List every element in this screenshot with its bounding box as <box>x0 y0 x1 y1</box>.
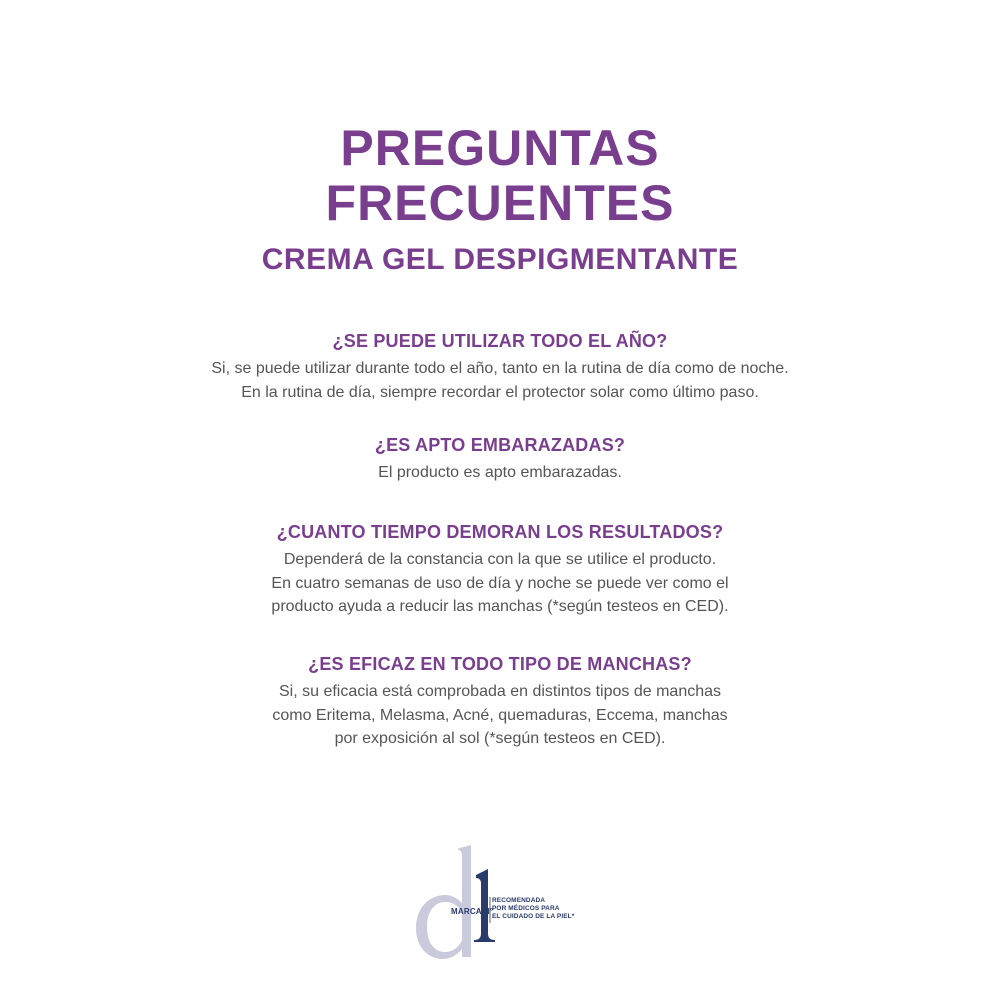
logo-marca-text: MARCA N° <box>451 907 494 916</box>
faq-question: ¿SE PUEDE UTILIZAR TODO EL AÑO? <box>332 331 668 351</box>
faq-answer-line: como Eritema, Melasma, Acné, quemaduras, Eccema, manchas <box>272 706 728 724</box>
faq-item <box>0 433 1000 485</box>
faq-answer <box>0 548 1000 619</box>
faq-answer-line: Si, se puede utilizar durante todo el año, tanto en la rutina de día como de noche. <box>211 360 789 377</box>
logo-tagline-line: EL CUIDADO DE LA PIEL* <box>492 913 575 920</box>
faq-answer <box>0 357 1000 404</box>
logo-tagline <box>492 897 574 921</box>
faq-answer-line: Si, su eficacia está comprobada en distintos tipos de manchas <box>278 683 722 700</box>
logo-tagline-line: RECOMENDADA <box>492 897 546 904</box>
faq-answer-line: El producto es apto embarazadas. <box>378 464 622 481</box>
brand-logo <box>410 845 610 965</box>
product-subtitle: CREMA GEL DESPIGMENTANTE <box>261 243 739 276</box>
faq-answer <box>0 461 1000 485</box>
faq-answer-line: Dependerá de la constancia con la que se utilice el producto. <box>283 551 717 568</box>
logo-tagline-line: POR MÉDICOS PARA <box>492 905 560 912</box>
logo-d-shape <box>416 845 471 959</box>
faq-item <box>0 329 1000 404</box>
faq-answer <box>0 680 1000 751</box>
faq-answer-line: En la rutina de día, siempre recordar el protector solar como último paso. <box>241 383 759 401</box>
page-title-line2: FRECUENTES <box>325 175 675 231</box>
faq-answer-line: por exposición al sol (*según testeos en CED). <box>334 730 666 747</box>
faq-question: ¿ES EFICAZ EN TODO TIPO DE MANCHAS? <box>308 654 692 674</box>
faq-question: ¿CUANTO TIEMPO DEMORAN LOS RESULTADOS? <box>276 522 724 542</box>
faq-item <box>0 520 1000 619</box>
faq-question: ¿ES APTO EMBARAZADAS? <box>374 435 626 455</box>
faq-answer-line: En cuatro semanas de uso de día y noche se puede ver como el <box>271 574 729 592</box>
faq-item <box>0 652 1000 751</box>
faq-answer-line: producto ayuda a reducir las manchas (*según testeos en CED). <box>271 598 729 615</box>
page-title-line1: PREGUNTAS <box>340 120 660 176</box>
